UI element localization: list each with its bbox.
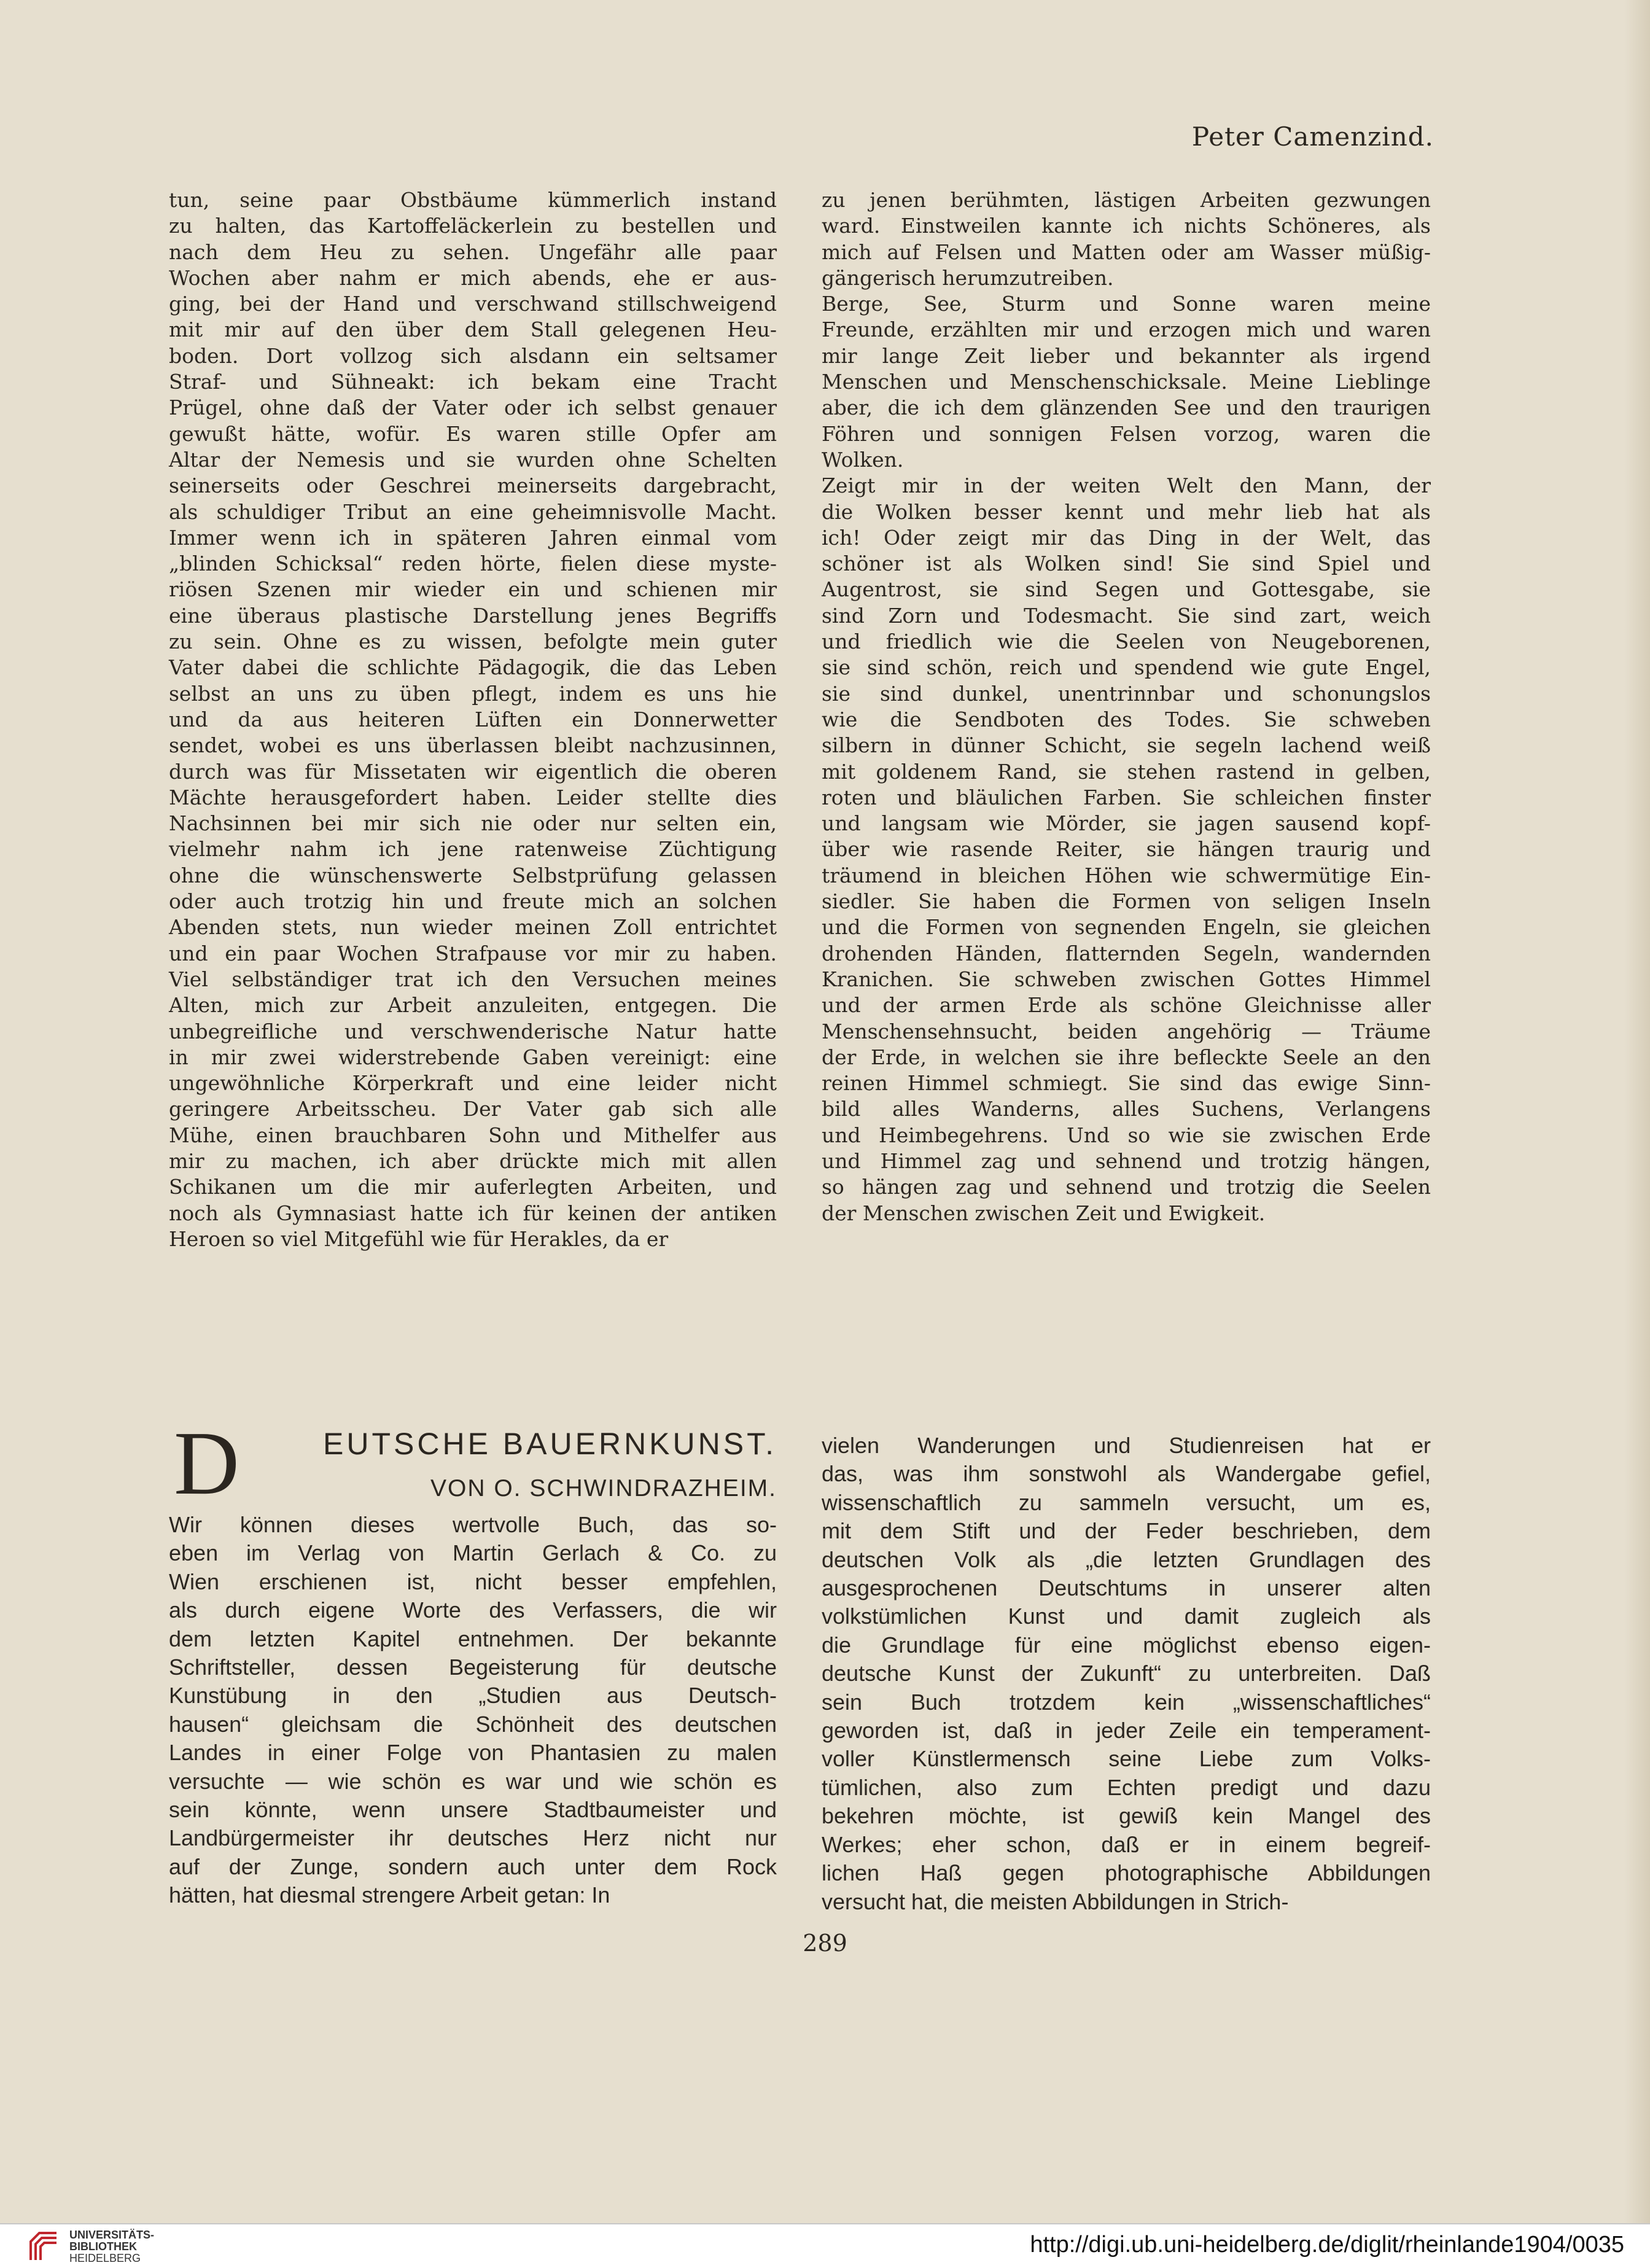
text-line: tümlichen, also zum Echten predigt und dazu (822, 1774, 1431, 1800)
text-line: und langsam wie Mörder, sie jagen sausend kopf- (822, 811, 1431, 836)
text-line: Berge, See, Sturm und Sonne waren meine (822, 292, 1431, 316)
text-line: „blinden Schicksal“ reden hörte, fielen diese myste- (169, 551, 777, 576)
text-line: Straf- und Sühneakt: ich bekam eine Tracht (169, 370, 777, 394)
text-line: eine überaus plastische Darstellung jenes Begriffs (169, 603, 777, 628)
text-line: und der armen Erde als schöne Gleichnisse aller (822, 993, 1431, 1018)
article-title: EUTSCHE BAUERNKUNST. (323, 1427, 777, 1461)
text-line: so hängen zag und sehnend und trotzig die Seelen (822, 1175, 1431, 1199)
text-line: Wochen aber nahm er mich abends, ehe er aus- (169, 265, 777, 290)
library-logo-icon (26, 2228, 61, 2264)
text-line: ging, bei der Hand und verschwand stillschweigend (169, 292, 777, 316)
text-line: mich auf Felsen und Matten oder am Wasser müßig- (822, 240, 1431, 264)
text-line: und die Formen von segnenden Engeln, sie gleichen (822, 915, 1431, 940)
text-line: und ein paar Wochen Strafpause vor mir zu haben. (169, 941, 777, 965)
text-line: zu halten, das Kartoffeläckerlein zu bestellen und (169, 214, 777, 238)
text-column-upper-left (169, 187, 777, 1252)
text-line: noch als Gymnasiast hatte ich für keinen der antiken (169, 1201, 777, 1225)
text-line: als schuldiger Tribut an eine geheimnisvolle Macht. (169, 499, 777, 524)
text-line: riösen Szenen mir wieder ein und schienen mir (169, 577, 777, 602)
text-line: Werkes; eher schon, daß er in einem begreif- (822, 1831, 1431, 1857)
text-line: Prügel, ohne daß der Vater oder ich selbst genauer (169, 396, 777, 420)
text-line: Schikanen um die mir auferlegten Arbeiten, und (169, 1175, 777, 1199)
text-line: aber, die ich dem glänzenden See und den traurigen (822, 396, 1431, 420)
page-number: 289 (803, 1930, 847, 1957)
text-line: bild alles Wanderns, alles Suchens, Verlangens (822, 1097, 1431, 1121)
text-line: oder auch trotzig hin und freute mich an solchen (169, 889, 777, 914)
text-line: mit mir auf den über dem Stall gelegenen Heu- (169, 318, 777, 342)
text-line: als durch eigene Worte des Verfassers, die wir (169, 1597, 777, 1623)
article-heading (169, 1413, 777, 1514)
text-line: über wie rasende Reiter, sie hängen traurig und (822, 837, 1431, 862)
text-line: selbst an uns zu üben pflegt, indem es uns hie (169, 681, 777, 706)
text-line: gewußt hätte, wofür. Es waren stille Opfer am (169, 421, 777, 446)
page-edge-shadow (1624, 0, 1650, 2223)
text-line: und Himmel zag und sehnend und trotzig hängen, (822, 1148, 1431, 1173)
library-logo-text (69, 2229, 154, 2264)
text-line: drohenden Händen, flatternden Segeln, wandernden (822, 941, 1431, 965)
text-line: unbegreifliche und verschwenderische Natur hatte (169, 1019, 777, 1043)
text-line: mir lange Zeit lieber und bekannter als irgend (822, 343, 1431, 368)
text-line: bekehren möchte, ist gewiß kein Mangel des (822, 1803, 1431, 1829)
text-line: zu jenen berühmten, lästigen Arbeiten gezwungen (822, 188, 1431, 212)
text-line: seinerseits oder Geschrei meinerseits dargebracht, (169, 473, 777, 498)
text-line: Kranichen. Sie schweben zwischen Gottes Himmel (822, 967, 1431, 991)
text-line: dem letzten Kapitel entnehmen. Der bekannte (169, 1626, 777, 1651)
text-line: Föhren und sonnigen Felsen vorzog, waren die (822, 421, 1431, 446)
source-url-link[interactable]: http://digi.ub.uni-heidelberg.de/diglit/rheinlande1904/0035 (1030, 2232, 1624, 2258)
text-line: versuchte — wie schön es war und wie schön es (169, 1768, 777, 1794)
text-line: vielen Wanderungen und Studienreisen hat er (822, 1433, 1431, 1458)
text-line: durch was für Missetaten wir eigentlich die oberen (169, 759, 777, 784)
text-line: Menschen und Menschenschicksale. Meine Lieblinge (822, 370, 1431, 394)
text-column-upper-right (822, 187, 1431, 1226)
text-line: deutsche Kunst der Zukunft“ zu unterbreiten. Daß (822, 1661, 1431, 1686)
text-line: nach dem Heu zu sehen. Ungefähr alle paar (169, 240, 777, 264)
text-line: und friedlich wie die Seelen von Neugeborenen, (822, 629, 1431, 654)
text-line: sie sind schön, reich und spendend wie gute Engel, (822, 655, 1431, 680)
text-line: träumend in bleichen Höhen wie schwermütige Ein- (822, 863, 1431, 887)
text-line: mir zu machen, ich aber drückte mich mit allen (169, 1148, 777, 1173)
text-line: reinen Himmel schmiegt. Sie sind das ewige Sinn- (822, 1071, 1431, 1096)
text-line: ohne die wünschenswerte Selbstprüfung gelassen (169, 863, 777, 887)
text-line: vielmehr nahm ich jene ratenweise Züchtigung (169, 837, 777, 862)
text-line: Augentrost, sie sind Segen und Gottesgabe, sie (822, 577, 1431, 602)
text-line: sein könnte, wenn unsere Stadtbaumeister und (169, 1797, 777, 1823)
text-line: silbern in dünner Schicht, sie segeln lachend weiß (822, 733, 1431, 758)
text-line: Wien erschienen ist, nicht besser empfehlen, (169, 1569, 777, 1594)
text-line: Zeigt mir in der weiten Welt den Mann, der (822, 473, 1431, 498)
text-line: Viel selbständiger trat ich den Versuchen meines (169, 967, 777, 991)
text-line: Mühe, einen brauchbaren Sohn und Mithelfer aus (169, 1123, 777, 1147)
text-line: roten und bläulichen Farben. Sie schleichen finster (822, 785, 1431, 809)
text-line: boden. Dort vollzog sich alsdann ein seltsamer (169, 343, 777, 368)
text-line: Abenden stets, nun wieder meinen Zoll entrichtet (169, 915, 777, 940)
drop-initial: D (174, 1413, 239, 1514)
text-line: der Menschen zwischen Zeit und Ewigkeit. (822, 1201, 1266, 1225)
text-line: ungewöhnliche Körperkraft und eine leider nicht (169, 1071, 777, 1096)
text-line: Alten, mich zur Arbeit anzuleiten, entgegen. Die (169, 993, 777, 1018)
text-column-lower-left (169, 1511, 777, 1910)
text-line: ausgesprochenen Deutschtums in unserer alten (822, 1575, 1431, 1601)
article-byline: VON O. SCHWINDRAZHEIM. (430, 1475, 777, 1502)
text-line: Wolken. (822, 447, 904, 472)
text-line: in mir zwei widerstrebende Gaben vereinigt: eine (169, 1045, 777, 1069)
text-line: das, was ihm sonstwohl als Wandergabe gefiel, (822, 1461, 1431, 1487)
text-line: sendet, wobei es uns überlassen bleibt nachzusinnen, (169, 733, 777, 758)
text-line: der Erde, in welchen sie ihre befleckte Seele an den (822, 1045, 1431, 1069)
text-line: Freunde, erzählten mir und erzogen mich und waren (822, 318, 1431, 342)
text-line: Altar der Nemesis und sie wurden ohne Schelten (169, 447, 777, 472)
text-line: ward. Einstweilen kannte ich nichts Schöneres, als (822, 214, 1431, 238)
text-line: sind Zorn und Todesmacht. Sie sind zart, weich (822, 603, 1431, 628)
text-line: Vater dabei die schlichte Pädagogik, die das Leben (169, 655, 777, 680)
text-line: wie die Sendboten des Todes. Sie schweben (822, 707, 1431, 731)
text-line: tun, seine paar Obstbäume kümmerlich instand (169, 188, 777, 212)
text-line: Landbürgermeister ihr deutsches Herz nicht nur (169, 1825, 777, 1851)
text-line: Mächte herausgefordert haben. Leider stellte dies (169, 785, 777, 809)
running-head: Peter Camenzind. (1191, 122, 1434, 152)
logo-line-1: UNIVERSITÄTS- (69, 2229, 155, 2241)
text-line: eben im Verlag von Martin Gerlach & Co. zu (169, 1540, 777, 1566)
logo-line-2: BIBLIOTHEK (69, 2240, 137, 2253)
text-line: Menschensehnsucht, beiden angehörig — Träume (822, 1019, 1431, 1043)
text-line: ich! Oder zeigt mir das Ding in der Welt, das (822, 525, 1431, 550)
logo-line-3: HEIDELBERG (69, 2252, 141, 2264)
text-line: zu sein. Ohne es zu wissen, befolgte mein guter (169, 629, 777, 654)
text-line: sie sind dunkel, unentrinnbar und schonungslos (822, 681, 1431, 706)
text-line: Heroen so viel Mitgefühl wie für Herakles, da er (169, 1226, 669, 1251)
text-line: mit goldenem Rand, sie stehen rastend in gelben, (822, 759, 1431, 784)
text-line: und Heimbegehrens. Und so wie sie zwischen Erde (822, 1123, 1431, 1147)
text-line: volkstümlichen Kunst und damit zugleich als (822, 1604, 1431, 1629)
text-line: und da aus heiteren Lüften ein Donnerwetter (169, 707, 777, 731)
text-line: lichen Haß gegen photographische Abbildungen (822, 1860, 1431, 1886)
text-line: auf der Zunge, sondern auch unter dem Rock (169, 1853, 777, 1879)
text-line: Immer wenn ich in späteren Jahren einmal vom (169, 525, 777, 550)
text-line: Nachsinnen bei mir sich nie oder nur selten ein, (169, 811, 777, 836)
text-line: wissenschaftlich zu sammeln versucht, um es, (822, 1489, 1431, 1515)
text-line: sein Buch trotzdem kein „wissenschaftliches“ (822, 1689, 1431, 1715)
digitization-footer (0, 2223, 1650, 2268)
text-line: Kunstübung in den „Studien aus Deutsch- (169, 1683, 777, 1709)
text-line: Landes in einer Folge von Phantasien zu malen (169, 1740, 777, 1766)
text-line: versucht hat, die meisten Abbildungen in Strich- (822, 1888, 1289, 1914)
text-line: gängerisch herumzutreiben. (822, 265, 1114, 290)
text-line: voller Künstlermensch seine Liebe zum Volks- (822, 1746, 1431, 1772)
text-line: siedler. Sie haben die Formen von seligen Inseln (822, 889, 1431, 914)
text-line: Wir können dieses wertvolle Buch, das so- (169, 1512, 777, 1537)
text-line: die Wolken besser kennt und mehr lieb hat als (822, 499, 1431, 524)
text-line: Schriftsteller, dessen Begeisterung für deutsche (169, 1654, 777, 1680)
text-line: hausen“ gleichsam die Schönheit des deutschen (169, 1711, 777, 1737)
text-column-lower-right (822, 1432, 1431, 1916)
text-line: schöner ist als Wolken sind! Sie sind Spiel und (822, 551, 1431, 576)
text-line: geringere Arbeitsscheu. Der Vater gab sich alle (169, 1097, 777, 1121)
text-line: deutschen Volk als „die letzten Grundlagen des (822, 1546, 1431, 1572)
text-line: die Grundlage für eine möglichst ebenso eigen- (822, 1632, 1431, 1658)
text-line: hätten, hat diesmal strengere Arbeit getan: In (169, 1882, 610, 1908)
text-line: mit dem Stift und der Feder beschrieben, dem (822, 1518, 1431, 1544)
text-line: geworden ist, daß in jeder Zeile ein temperament- (822, 1718, 1431, 1744)
